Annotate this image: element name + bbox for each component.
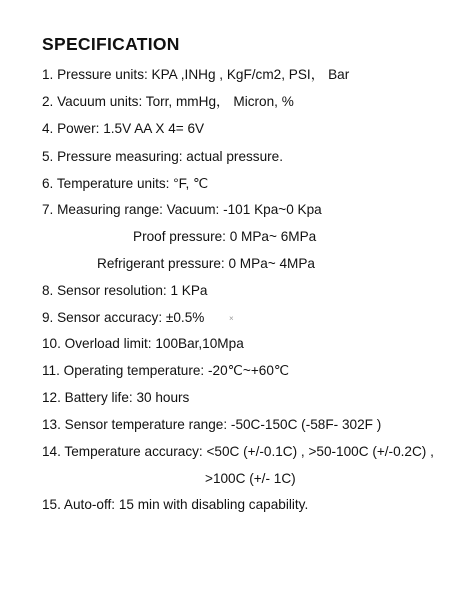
spec-line-proof-pressure: Proof pressure: 0 MPa~ 6MPa bbox=[133, 229, 317, 244]
spec-line-sensor-resolution: 8. Sensor resolution: 1 KPa bbox=[42, 283, 208, 298]
spec-line-temperature-accuracy-cont: >100C (+/- 1C) bbox=[205, 471, 296, 486]
spec-line-power: 4. Power: 1.5V AA X 4= 6V bbox=[42, 121, 205, 136]
spec-line-battery-life: 12. Battery life: 30 hours bbox=[42, 390, 190, 405]
spec-line-overload-limit: 10. Overload limit: 100Bar,10Mpa bbox=[42, 336, 244, 351]
spec-line-temperature-units: 6. Temperature units: °F, ℃ bbox=[42, 176, 209, 191]
spec-line-sensor-accuracy: 9. Sensor accuracy: ±0.5% bbox=[42, 310, 205, 325]
spec-line-auto-off: 15. Auto-off: 15 min with disabling capability. bbox=[42, 497, 309, 512]
spec-line-measuring-range: 7. Measuring range: Vacuum: -101 Kpa~0 Kpa bbox=[42, 202, 322, 217]
spec-line-pressure-measuring: 5. Pressure measuring: actual pressure. bbox=[42, 149, 284, 164]
spec-line-temperature-accuracy: 14. Temperature accuracy: <50C (+/-0.1C) , >50-100C (+/-0.2C) , bbox=[42, 444, 434, 459]
document-title: SPECIFICATION bbox=[42, 34, 180, 54]
spec-line-operating-temperature: 11. Operating temperature: -20℃~+60℃ bbox=[42, 363, 290, 378]
spec-line-pressure-units: 1. Pressure units: KPA ,INHg , KgF/cm2, PSI， Bar bbox=[42, 67, 350, 82]
spec-line-sensor-temperature-range: 13. Sensor temperature range: -50C-150C (-58F- 302F ) bbox=[42, 417, 382, 432]
spec-line-vacuum-units: 2. Vacuum units: Torr, mmHg， Micron, % bbox=[42, 94, 294, 109]
stray-mark: × bbox=[229, 314, 234, 323]
spec-line-refrigerant-pressure: Refrigerant pressure: 0 MPa~ 4MPa bbox=[97, 256, 315, 271]
